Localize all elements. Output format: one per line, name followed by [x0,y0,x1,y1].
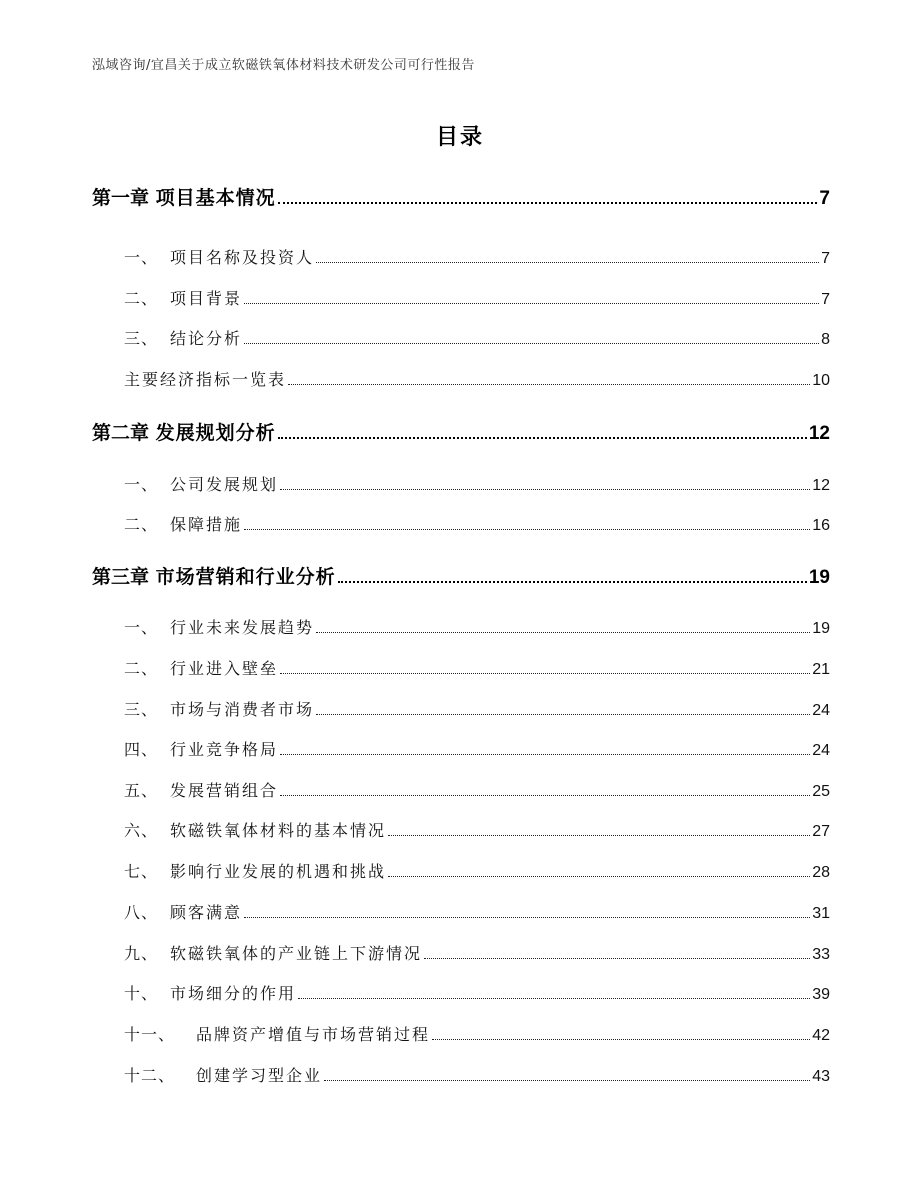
toc-entry[interactable] [124,656,830,679]
toc-number: 九、 [124,944,159,963]
toc-label: 品牌资产增值与市场营销过程 [196,1025,431,1044]
toc-page: 21 [812,661,830,678]
toc-number: 三、 [124,329,159,348]
toc-entry[interactable] [124,778,830,801]
toc-page: 28 [812,864,830,881]
toc-label: 市场与消费者市场 [170,700,315,719]
toc-entry[interactable] [124,472,830,495]
dot-leader [324,1080,810,1081]
toc-entry[interactable] [124,326,830,349]
toc-number: 六、 [124,821,159,840]
toc-label: 市场营销和行业分析 [155,566,336,588]
dot-leader [316,714,810,715]
toc-label: 创建学习型企业 [196,1066,323,1085]
dot-leader [338,581,807,583]
toc-number: 十、 [124,984,159,1003]
toc-label: 项目名称及投资人 [170,248,315,267]
dot-leader [278,437,807,439]
toc-label: 结论分析 [170,329,243,348]
toc-page: 8 [821,331,830,348]
toc-label: 行业竞争格局 [170,740,279,759]
toc-entry[interactable] [124,697,830,720]
toc-entry[interactable] [124,900,830,923]
toc-chapter-1[interactable] [92,183,830,210]
toc-entry[interactable] [124,941,830,964]
toc-page: 7 [821,291,830,308]
toc-entry[interactable] [124,981,830,1004]
toc-page: 7 [821,250,830,267]
toc-number: 二、 [124,659,159,678]
dot-leader [244,343,819,344]
toc-number: 七、 [124,862,159,881]
toc-label: 行业进入壁垒 [170,659,279,678]
toc-page: 7 [819,188,830,209]
dot-leader [280,673,810,674]
toc-chapter-2[interactable] [92,418,830,445]
toc-entry[interactable] [124,367,830,390]
dot-leader [432,1039,810,1040]
toc-entry[interactable] [124,818,830,841]
toc-page: 19 [812,620,830,637]
toc-label: 影响行业发展的机遇和挑战 [170,862,387,881]
toc-entry[interactable] [124,1022,830,1045]
toc-page: 43 [812,1068,830,1085]
dot-leader [244,917,810,918]
toc-number: 三、 [124,700,159,719]
toc-entry[interactable] [124,859,830,882]
toc-number: 一、 [124,248,159,267]
toc-page: 12 [808,423,830,444]
toc-page: 39 [812,986,830,1003]
toc-entry[interactable] [124,737,830,760]
toc-page: 27 [812,823,830,840]
toc-chapter-3[interactable] [92,562,830,589]
toc-number: 四、 [124,740,159,759]
toc-label: 项目背景 [170,289,243,308]
toc-page: 10 [812,372,830,389]
toc-number: 第二章 [92,422,150,444]
toc-number: 五、 [124,781,159,800]
dot-leader [280,489,810,490]
page-title: 目录 [435,125,484,150]
toc-entry[interactable] [124,1063,830,1086]
toc-number: 二、 [124,515,159,534]
toc-page: 31 [812,905,830,922]
toc-label: 行业未来发展趋势 [170,618,315,637]
toc-entry[interactable] [124,512,830,535]
toc-page: 24 [812,702,830,719]
dot-leader [298,998,810,999]
dot-leader [278,202,818,204]
toc-number: 十二、 [124,1066,176,1085]
toc-page: 33 [812,946,830,963]
toc-page: 25 [812,783,830,800]
toc-label: 公司发展规划 [170,475,279,494]
dot-leader [316,262,819,263]
dot-leader [280,754,810,755]
toc-label: 顾客满意 [170,903,243,922]
toc-label: 软磁铁氧体材料的基本情况 [170,821,387,840]
toc-label: 项目基本情况 [155,187,276,209]
toc-number: 一、 [124,618,159,637]
toc-number: 二、 [124,289,159,308]
dot-leader [316,632,810,633]
toc-label: 发展规划分析 [155,422,276,444]
toc-number: 一、 [124,475,159,494]
toc-entry[interactable] [124,286,830,309]
dot-leader [388,835,810,836]
dot-leader [244,303,819,304]
toc-label: 软磁铁氧体的产业链上下游情况 [170,944,423,963]
toc-label: 主要经济指标一览表 [124,370,287,389]
toc-page: 42 [812,1027,830,1044]
toc-label: 发展营销组合 [170,781,279,800]
dot-leader [388,876,810,877]
toc-number: 第一章 [92,187,150,209]
toc-page: 24 [812,742,830,759]
dot-leader [280,795,810,796]
toc-number: 第三章 [92,566,150,588]
toc-page: 19 [808,567,830,588]
toc-page: 12 [812,477,830,494]
running-header: 泓域咨询/宜昌关于成立软磁铁氧体材料技术研发公司可行性报告 [92,58,475,73]
toc-label: 市场细分的作用 [170,984,297,1003]
dot-leader [288,384,810,385]
dot-leader [244,529,810,530]
toc-entry[interactable] [124,615,830,638]
toc-entry[interactable] [124,245,830,268]
toc-label: 保障措施 [170,515,243,534]
toc-number: 十一、 [124,1025,176,1044]
toc-number: 八、 [124,903,159,922]
toc-page: 16 [812,517,830,534]
dot-leader [424,958,810,959]
